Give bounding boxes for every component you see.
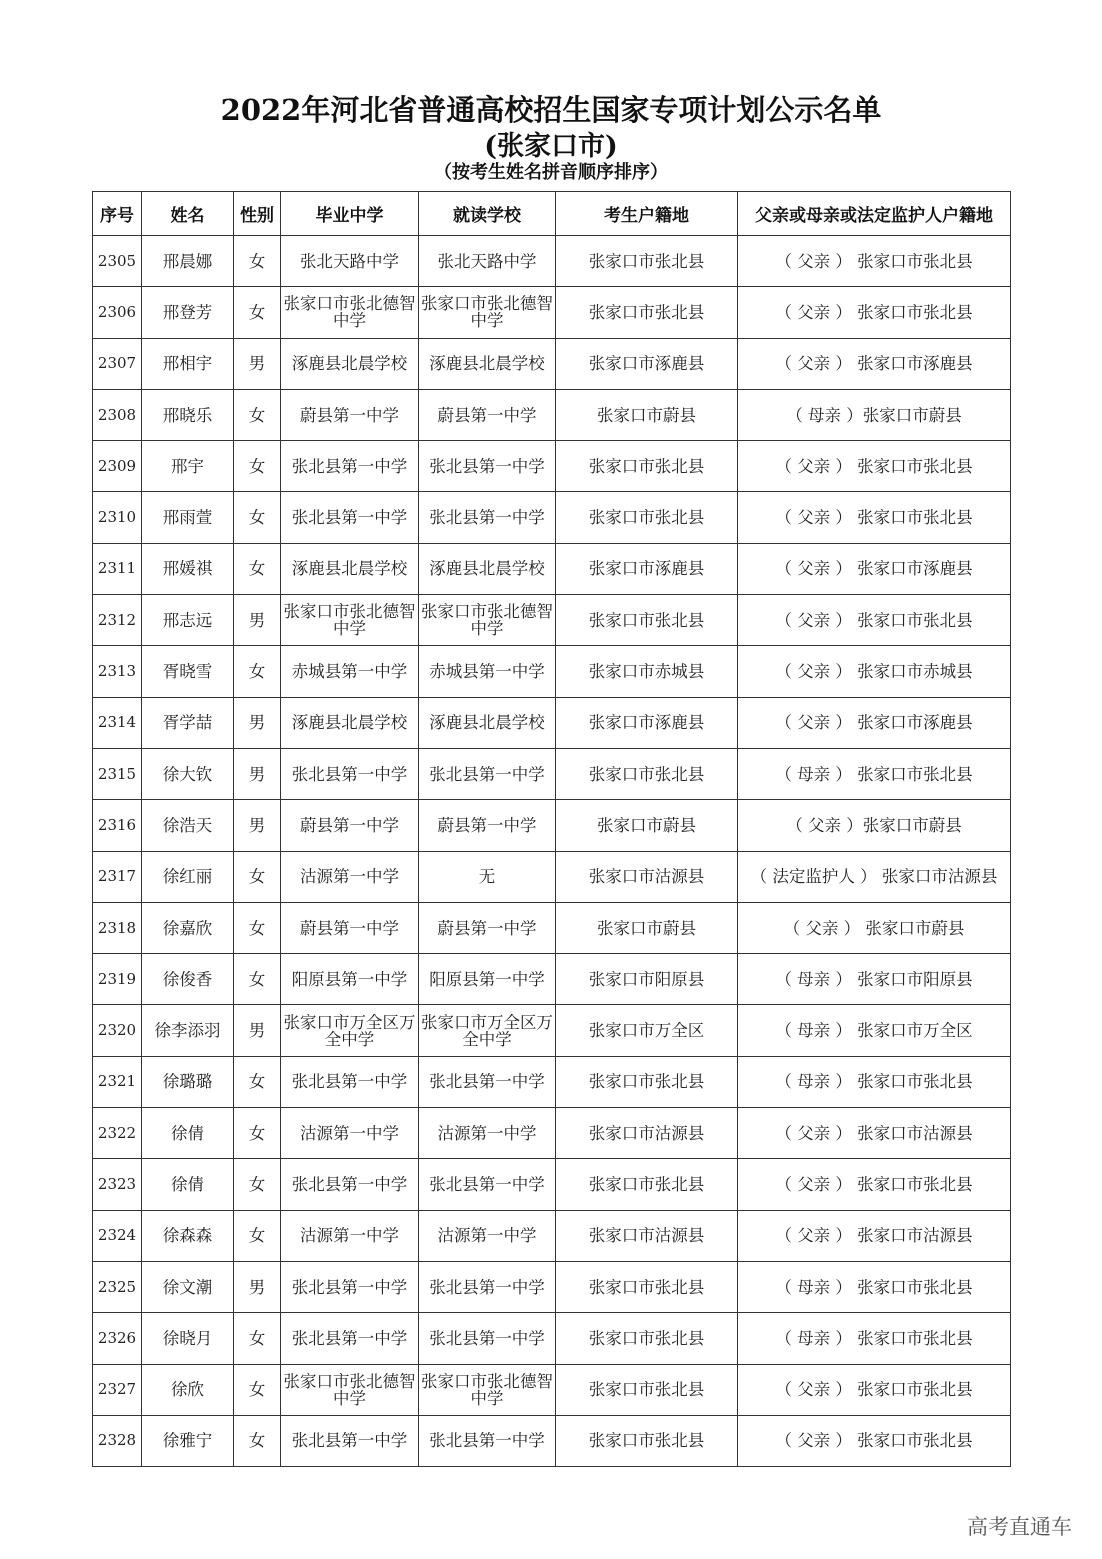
- cell-seq: 2327: [93, 1364, 142, 1415]
- cell-current-school: 沽源第一中学: [419, 1108, 556, 1159]
- cell-current-school: 张家口市张北德智中学: [419, 1364, 556, 1415]
- cell-name: 徐浩天: [142, 800, 234, 851]
- table-row: [93, 1056, 1011, 1107]
- cell-gender: 女: [234, 1056, 281, 1107]
- cell-graduate-school: 张北县第一中学: [281, 492, 419, 543]
- cell-gender: 男: [234, 1261, 281, 1312]
- cell-name: 徐嘉欣: [142, 902, 234, 953]
- table-row: [93, 543, 1011, 594]
- cell-graduate-school: 涿鹿县北晨学校: [281, 543, 419, 594]
- cell-gender: 女: [234, 1313, 281, 1364]
- table-row: [93, 338, 1011, 389]
- cell-name: 徐大钦: [142, 748, 234, 799]
- cell-guardian-hukou: （ 母亲 ） 张家口市张北县: [738, 1313, 1011, 1364]
- cell-name: 徐晓月: [142, 1313, 234, 1364]
- cell-graduate-school: 沽源第一中学: [281, 851, 419, 902]
- cell-gender: 女: [234, 389, 281, 440]
- cell-name: 邢媛祺: [142, 543, 234, 594]
- cell-seq: 2316: [93, 800, 142, 851]
- cell-guardian-hukou: （ 法定监护人 ） 张家口市沽源县: [738, 851, 1011, 902]
- cell-gender: 女: [234, 441, 281, 492]
- cell-current-school: 赤城县第一中学: [419, 646, 556, 697]
- header-current-school: 就读学校: [419, 192, 556, 236]
- cell-graduate-school: 蔚县第一中学: [281, 902, 419, 953]
- roster-table: [92, 191, 1011, 1467]
- cell-guardian-hukou: （ 母亲 ） 张家口市万全区: [738, 1005, 1011, 1056]
- cell-graduate-school: 张北县第一中学: [281, 1056, 419, 1107]
- cell-gender: 女: [234, 902, 281, 953]
- cell-gender: 女: [234, 236, 281, 287]
- cell-guardian-hukou: （ 母亲 ） 张家口市张北县: [738, 1261, 1011, 1312]
- cell-student-hukou: 张家口市张北县: [556, 1056, 738, 1107]
- cell-guardian-hukou: （ 父亲 ） 张家口市张北县: [738, 1415, 1011, 1466]
- cell-graduate-school: 沽源第一中学: [281, 1210, 419, 1261]
- cell-guardian-hukou: （ 父亲 ） 张家口市涿鹿县: [738, 543, 1011, 594]
- header-name: 姓名: [142, 192, 234, 236]
- cell-current-school: 张家口市张北德智中学: [419, 287, 556, 338]
- table-row: [93, 1364, 1011, 1415]
- cell-name: 邢雨萱: [142, 492, 234, 543]
- cell-current-school: 无: [419, 851, 556, 902]
- cell-student-hukou: 张家口市沽源县: [556, 1210, 738, 1261]
- cell-graduate-school: 赤城县第一中学: [281, 646, 419, 697]
- cell-student-hukou: 张家口市张北县: [556, 748, 738, 799]
- cell-graduate-school: 张家口市万全区万全中学: [281, 1005, 419, 1056]
- cell-guardian-hukou: （ 母亲 ） 张家口市张北县: [738, 748, 1011, 799]
- cell-graduate-school: 张北县第一中学: [281, 748, 419, 799]
- cell-gender: 男: [234, 748, 281, 799]
- cell-student-hukou: 张家口市涿鹿县: [556, 338, 738, 389]
- cell-seq: 2310: [93, 492, 142, 543]
- cell-current-school: 涿鹿县北晨学校: [419, 697, 556, 748]
- cell-student-hukou: 张家口市沽源县: [556, 851, 738, 902]
- header-guardian-hukou: 父亲或母亲或法定监护人户籍地: [738, 192, 1011, 236]
- cell-current-school: 张北县第一中学: [419, 441, 556, 492]
- document-subtitle-city: (张家口市): [484, 131, 618, 162]
- cell-current-school: 沽源第一中学: [419, 1210, 556, 1261]
- cell-name: 徐俊香: [142, 954, 234, 1005]
- watermark: 高考直通车: [967, 1515, 1072, 1539]
- table-row: [93, 389, 1011, 440]
- cell-seq: 2309: [93, 441, 142, 492]
- cell-seq: 2322: [93, 1108, 142, 1159]
- cell-guardian-hukou: （ 父亲 ） 张家口市沽源县: [738, 1108, 1011, 1159]
- cell-graduate-school: 张北县第一中学: [281, 441, 419, 492]
- cell-guardian-hukou: （ 母亲 ） 张家口市阳原县: [738, 954, 1011, 1005]
- cell-current-school: 阳原县第一中学: [419, 954, 556, 1005]
- table-row: [93, 1005, 1011, 1056]
- table-row: [93, 441, 1011, 492]
- cell-name: 邢宇: [142, 441, 234, 492]
- cell-gender: 男: [234, 1005, 281, 1056]
- cell-graduate-school: 蔚县第一中学: [281, 389, 419, 440]
- table-row: [93, 646, 1011, 697]
- cell-student-hukou: 张家口市张北县: [556, 441, 738, 492]
- table-row: [93, 851, 1011, 902]
- cell-student-hukou: 张家口市张北县: [556, 287, 738, 338]
- cell-seq: 2313: [93, 646, 142, 697]
- table-row: [93, 236, 1011, 287]
- cell-graduate-school: 涿鹿县北晨学校: [281, 697, 419, 748]
- cell-student-hukou: 张家口市张北县: [556, 1159, 738, 1210]
- cell-current-school: 张北县第一中学: [419, 1159, 556, 1210]
- cell-guardian-hukou: （ 父亲 ） 张家口市张北县: [738, 595, 1011, 646]
- cell-gender: 男: [234, 338, 281, 389]
- cell-name: 徐雅宁: [142, 1415, 234, 1466]
- cell-graduate-school: 张北县第一中学: [281, 1159, 419, 1210]
- cell-student-hukou: 张家口市蔚县: [556, 389, 738, 440]
- cell-name: 徐欣: [142, 1364, 234, 1415]
- cell-student-hukou: 张家口市涿鹿县: [556, 543, 738, 594]
- cell-student-hukou: 张家口市赤城县: [556, 646, 738, 697]
- table-row: [93, 697, 1011, 748]
- cell-graduate-school: 蔚县第一中学: [281, 800, 419, 851]
- cell-name: 邢相宇: [142, 338, 234, 389]
- header-gender: 性别: [234, 192, 281, 236]
- cell-seq: 2305: [93, 236, 142, 287]
- cell-student-hukou: 张家口市阳原县: [556, 954, 738, 1005]
- table-row: [93, 1313, 1011, 1364]
- cell-gender: 女: [234, 492, 281, 543]
- document-title: 2022年河北省普通高校招生国家专项计划公示名单: [220, 93, 882, 127]
- cell-graduate-school: 张家口市张北德智中学: [281, 595, 419, 646]
- cell-current-school: 张北县第一中学: [419, 1313, 556, 1364]
- cell-current-school: 涿鹿县北晨学校: [419, 338, 556, 389]
- cell-graduate-school: 张北天路中学: [281, 236, 419, 287]
- cell-gender: 女: [234, 1159, 281, 1210]
- cell-gender: 女: [234, 646, 281, 697]
- cell-student-hukou: 张家口市涿鹿县: [556, 697, 738, 748]
- cell-guardian-hukou: （ 父亲 ） 张家口市张北县: [738, 492, 1011, 543]
- cell-graduate-school: 阳原县第一中学: [281, 954, 419, 1005]
- cell-name: 邢登芳: [142, 287, 234, 338]
- cell-seq: 2326: [93, 1313, 142, 1364]
- cell-seq: 2312: [93, 595, 142, 646]
- cell-current-school: 蔚县第一中学: [419, 389, 556, 440]
- cell-seq: 2323: [93, 1159, 142, 1210]
- cell-student-hukou: 张家口市沽源县: [556, 1108, 738, 1159]
- cell-student-hukou: 张家口市张北县: [556, 1415, 738, 1466]
- cell-graduate-school: 张家口市张北德智中学: [281, 287, 419, 338]
- cell-gender: 女: [234, 1108, 281, 1159]
- cell-name: 徐倩: [142, 1159, 234, 1210]
- cell-current-school: 张北县第一中学: [419, 1056, 556, 1107]
- cell-seq: 2321: [93, 1056, 142, 1107]
- cell-name: 徐倩: [142, 1108, 234, 1159]
- cell-name: 徐李添羽: [142, 1005, 234, 1056]
- cell-graduate-school: 张北县第一中学: [281, 1313, 419, 1364]
- table-row: [93, 492, 1011, 543]
- cell-seq: 2308: [93, 389, 142, 440]
- cell-gender: 男: [234, 800, 281, 851]
- cell-current-school: 张北县第一中学: [419, 1415, 556, 1466]
- cell-name: 徐璐璐: [142, 1056, 234, 1107]
- cell-graduate-school: 涿鹿县北晨学校: [281, 338, 419, 389]
- cell-name: 邢晓乐: [142, 389, 234, 440]
- cell-student-hukou: 张家口市万全区: [556, 1005, 738, 1056]
- cell-graduate-school: 张北县第一中学: [281, 1261, 419, 1312]
- cell-name: 徐红丽: [142, 851, 234, 902]
- cell-current-school: 张家口市万全区万全中学: [419, 1005, 556, 1056]
- cell-gender: 女: [234, 954, 281, 1005]
- cell-current-school: 张北县第一中学: [419, 492, 556, 543]
- table-row: [93, 800, 1011, 851]
- cell-guardian-hukou: （ 父亲 ） 张家口市赤城县: [738, 646, 1011, 697]
- cell-student-hukou: 张家口市蔚县: [556, 800, 738, 851]
- cell-guardian-hukou: （ 父亲 ） 张家口市张北县: [738, 236, 1011, 287]
- header-seq: 序号: [93, 192, 142, 236]
- cell-gender: 女: [234, 1364, 281, 1415]
- cell-current-school: 蔚县第一中学: [419, 800, 556, 851]
- cell-student-hukou: 张家口市张北县: [556, 236, 738, 287]
- cell-student-hukou: 张家口市蔚县: [556, 902, 738, 953]
- cell-gender: 女: [234, 1415, 281, 1466]
- table-row: [93, 902, 1011, 953]
- cell-seq: 2320: [93, 1005, 142, 1056]
- cell-student-hukou: 张家口市张北县: [556, 492, 738, 543]
- cell-student-hukou: 张家口市张北县: [556, 1364, 738, 1415]
- cell-current-school: 张家口市张北德智中学: [419, 595, 556, 646]
- cell-seq: 2315: [93, 748, 142, 799]
- cell-guardian-hukou: （ 父亲 ） 张家口市张北县: [738, 441, 1011, 492]
- cell-seq: 2324: [93, 1210, 142, 1261]
- cell-gender: 男: [234, 697, 281, 748]
- cell-seq: 2328: [93, 1415, 142, 1466]
- table-row: [93, 1415, 1011, 1466]
- cell-gender: 女: [234, 287, 281, 338]
- cell-guardian-hukou: （ 父亲 ） 张家口市蔚县: [738, 902, 1011, 953]
- cell-name: 胥晓雪: [142, 646, 234, 697]
- cell-name: 胥学喆: [142, 697, 234, 748]
- cell-graduate-school: 张北县第一中学: [281, 1415, 419, 1466]
- cell-gender: 女: [234, 1210, 281, 1261]
- cell-graduate-school: 沽源第一中学: [281, 1108, 419, 1159]
- cell-seq: 2306: [93, 287, 142, 338]
- cell-current-school: 张北天路中学: [419, 236, 556, 287]
- table-row: [93, 748, 1011, 799]
- cell-student-hukou: 张家口市张北县: [556, 595, 738, 646]
- cell-guardian-hukou: （ 母亲 ） 张家口市张北县: [738, 1056, 1011, 1107]
- cell-guardian-hukou: （ 母亲 ）张家口市蔚县: [738, 389, 1011, 440]
- cell-student-hukou: 张家口市张北县: [556, 1261, 738, 1312]
- header-student-hukou: 考生户籍地: [556, 192, 738, 236]
- cell-name: 邢晨娜: [142, 236, 234, 287]
- table-row: [93, 287, 1011, 338]
- table-header-row: [93, 192, 1011, 236]
- cell-current-school: 张北县第一中学: [419, 1261, 556, 1312]
- cell-student-hukou: 张家口市张北县: [556, 1313, 738, 1364]
- table-row: [93, 595, 1011, 646]
- cell-current-school: 蔚县第一中学: [419, 902, 556, 953]
- cell-current-school: 涿鹿县北晨学校: [419, 543, 556, 594]
- cell-seq: 2318: [93, 902, 142, 953]
- cell-name: 徐森森: [142, 1210, 234, 1261]
- cell-seq: 2307: [93, 338, 142, 389]
- cell-seq: 2311: [93, 543, 142, 594]
- cell-guardian-hukou: （ 父亲 ） 张家口市沽源县: [738, 1210, 1011, 1261]
- table-row: [93, 954, 1011, 1005]
- header-graduate-school: 毕业中学: [281, 192, 419, 236]
- cell-guardian-hukou: （ 父亲 ） 张家口市涿鹿县: [738, 697, 1011, 748]
- table-row: [93, 1261, 1011, 1312]
- cell-guardian-hukou: （ 父亲 ） 张家口市涿鹿县: [738, 338, 1011, 389]
- cell-guardian-hukou: （ 父亲 ）张家口市蔚县: [738, 800, 1011, 851]
- table-row: [93, 1159, 1011, 1210]
- table-row: [93, 1108, 1011, 1159]
- cell-graduate-school: 张家口市张北德智中学: [281, 1364, 419, 1415]
- table-row: [93, 1210, 1011, 1261]
- cell-guardian-hukou: （ 父亲 ） 张家口市张北县: [738, 287, 1011, 338]
- cell-seq: 2317: [93, 851, 142, 902]
- cell-gender: 女: [234, 851, 281, 902]
- cell-seq: 2325: [93, 1261, 142, 1312]
- cell-gender: 女: [234, 543, 281, 594]
- cell-guardian-hukou: （ 父亲 ） 张家口市张北县: [738, 1364, 1011, 1415]
- document-subtitle-order: （按考生姓名拼音顺序排序）: [434, 162, 668, 183]
- cell-name: 邢志远: [142, 595, 234, 646]
- cell-name: 徐文潮: [142, 1261, 234, 1312]
- cell-current-school: 张北县第一中学: [419, 748, 556, 799]
- cell-gender: 男: [234, 595, 281, 646]
- cell-seq: 2319: [93, 954, 142, 1005]
- cell-guardian-hukou: （ 父亲 ） 张家口市张北县: [738, 1159, 1011, 1210]
- cell-seq: 2314: [93, 697, 142, 748]
